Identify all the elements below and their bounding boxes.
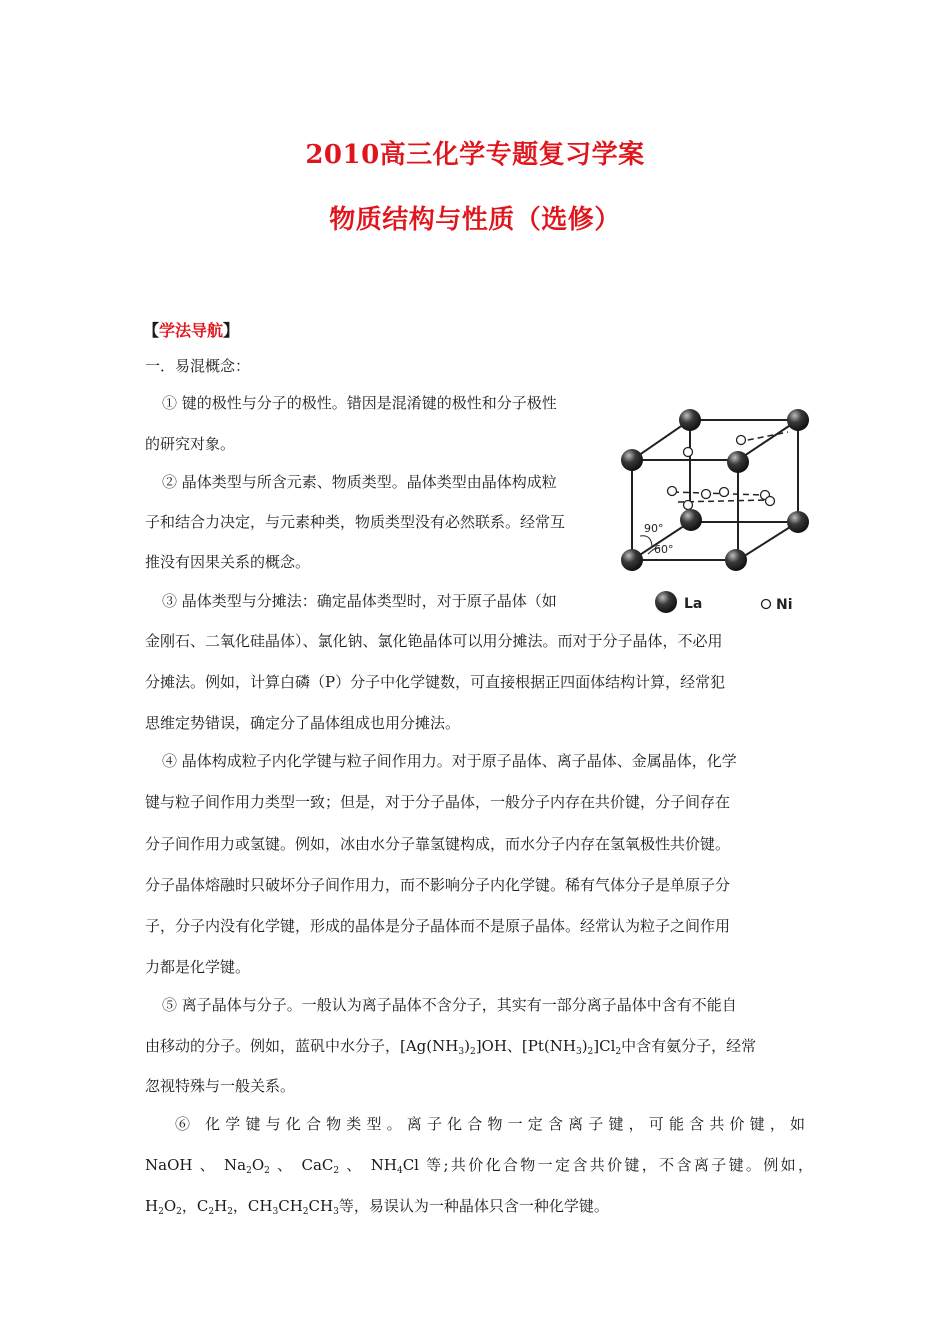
item2-line2: 子和结合力决定，与元素种类，物质类型没有必然联系。经常互 [145,513,566,531]
section-bracket-open: 【 [143,321,160,340]
item3-line4: 思维定势错误，确定分了晶体组成也用分摊法。 [145,714,461,732]
item3-line1: ③ 晶体类型与分摊法：确定晶体类型时，对于原子晶体（如 [162,592,557,610]
legend-la-marker [655,591,677,613]
item6-line3: $H_2O_2$，$C_2H_2$，$CH_3CH_2CH_3$等，易误认为一种晶体只含一种化学键。 [145,1197,609,1217]
item5-line2: 由移动的分子。例如，蓝矾中水分子，$[Ag(NH_3)_2]OH$、$[Pt(NH_3)_2]Cl_2$中含有氨分子，经常 [145,1037,757,1057]
item3-line3: 分摊法。例如，计算白磷（P）分子中化学键数，可直接根据正四面体结构计算，经常犯 [145,673,726,691]
section-label: 学法导航 [159,321,224,340]
angle-90-label: 90° [644,522,664,535]
item4-line2: 键与粒子间作用力类型一致；但是，对于分子晶体，一般分子内存在共价键，分子间存在 [145,793,731,811]
legend-ni-marker [762,600,771,609]
document-subtitle: 物质结构与性质（选修） [329,205,621,235]
document-title: 2010高三化学专题复习学案 [305,140,645,170]
legend-ni-label: Ni [776,597,793,613]
item1-line2: 的研究对象。 [145,435,236,453]
item4-line4: 分子晶体熔融时只破坏分子间作用力，而不影响分子内化学键。稀有气体分子是单原子分 [145,876,731,894]
lani-unit-cell-diagram [618,402,818,622]
crystal-structure-figure [618,402,818,622]
cell-edges [632,420,798,560]
legend-la-label: La [684,596,703,612]
angle-60-label: 60° [654,543,674,556]
item4-line6: 力都是化学键。 [145,958,251,976]
angle-90-arc [640,536,652,548]
item6-line2: NaOH 、 $Na_2O_2$ 、 CaC$_2$ 、 $NH_4Cl$ 等;共价化合物一定含共价键，不含离子键。例如， [145,1156,813,1176]
item4-line1: ④ 晶体构成粒子内化学键与粒子间作用力。对于原子晶体、离子晶体、金属晶体，化学 [162,752,737,770]
heading-confusing-concepts: 一．易混概念： [145,357,251,375]
section-bracket-close: 】 [223,321,240,340]
item4-line5: 子，分子内没有化学键，形成的晶体是分子晶体而不是原子晶体。经常认为粒子之间作用 [145,917,731,935]
item2-line1: ② 晶体类型与所含元素、物质类型。晶体类型由晶体构成粒 [162,473,557,491]
item6-line1: ⑥ 化学键与化合物类型。离子化合物一定含离子键，可能含共价键，如 [175,1115,805,1133]
section-heading [143,318,239,341]
item4-line3: 分子间作用力或氢键。例如，冰由水分子靠氢键构成，而水分子内存在氢氧极性共价键。 [145,835,731,853]
item3-line2: 金刚石、二氧化硅晶体）、氯化钠、氯化铯晶体可以用分摊法。而对于分子晶体，不必用 [145,632,723,650]
item2-line3: 推没有因果关系的概念。 [145,553,311,571]
item5-line1: ⑤ 离子晶体与分子。一般认为离子晶体不含分子，其实有一部分离子晶体中含有不能自 [162,996,737,1014]
item5-line3: 忽视特殊与一般关系。 [145,1077,296,1095]
item1-line1: ① 键的极性与分子的极性。错因是混淆键的极性和分子极性 [162,394,557,412]
